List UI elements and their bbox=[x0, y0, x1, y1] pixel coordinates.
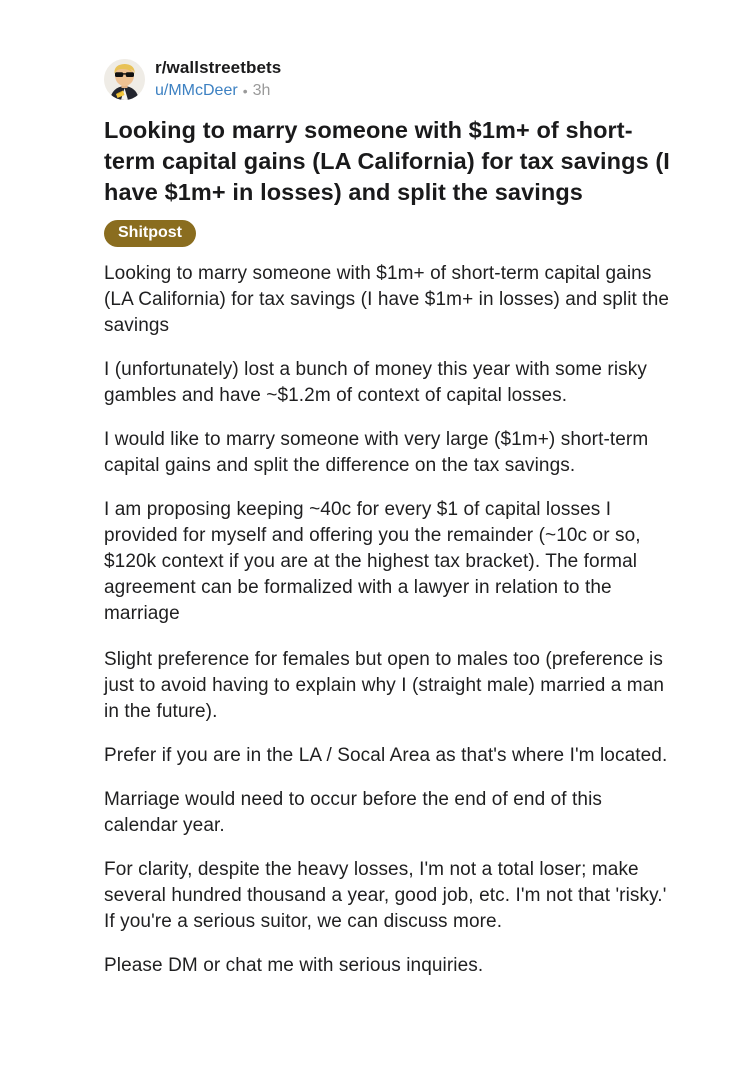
body-paragraph: I would like to marry someone with very large ($1m+) short-term capital gains and split the difference on the tax savings. bbox=[104, 428, 649, 476]
body-paragraph: I am proposing keeping ~40c for every $1 of capital losses I provided for myself and offering you the remainder (~10c or so, $120k context if you are at the highest tax bracket). The formal agreement can be formalized with a lawyer in relation to the marriage bbox=[104, 498, 641, 624]
body-paragraph: Prefer if you are in the LA / Socal Area as that's where I'm located. bbox=[104, 744, 668, 766]
body-paragraph: Marriage would need to occur before the end of end of this calendar year. bbox=[104, 788, 602, 836]
post-body bbox=[104, 261, 676, 979]
byline-separator: • bbox=[242, 82, 248, 99]
post-flair-badge[interactable]: Shitpost bbox=[104, 220, 196, 247]
post-byline bbox=[155, 81, 281, 100]
post-header-text bbox=[155, 58, 281, 101]
body-paragraph: Please DM or chat me with serious inquiries. bbox=[104, 954, 484, 976]
body-paragraph: I (unfortunately) lost a bunch of money this year with some risky gambles and have ~$1.2m of context of capital losses. bbox=[104, 358, 647, 406]
subreddit-avatar-icon[interactable] bbox=[104, 59, 145, 100]
body-paragraph: Looking to marry someone with $1m+ of short-term capital gains (LA California) for tax savings (I have $1m+ in losses) and split the savings bbox=[104, 262, 670, 336]
body-paragraph: For clarity, despite the heavy losses, I'm not a total loser; make several hundred thousand a year, good job, etc. I'm not that 'risky.' If you're a serious suitor, we can discuss more. bbox=[104, 858, 667, 932]
post-title: Looking to marry someone with $1m+ of short-term capital gains (LA California) for tax savings (I have $1m+ in losses) and split the savings bbox=[104, 116, 670, 205]
author-username[interactable]: u/MMcDeer bbox=[155, 82, 238, 100]
subreddit-name[interactable]: r/wallstreetbets bbox=[155, 58, 282, 77]
wsb-mascot-icon bbox=[104, 59, 145, 100]
post-header bbox=[104, 58, 608, 101]
post-timestamp: 3h bbox=[252, 82, 271, 100]
body-paragraph: Slight preference for females but open to males too (preference is just to avoid having to explain why I (straight male) married a man in the future). bbox=[104, 648, 665, 722]
